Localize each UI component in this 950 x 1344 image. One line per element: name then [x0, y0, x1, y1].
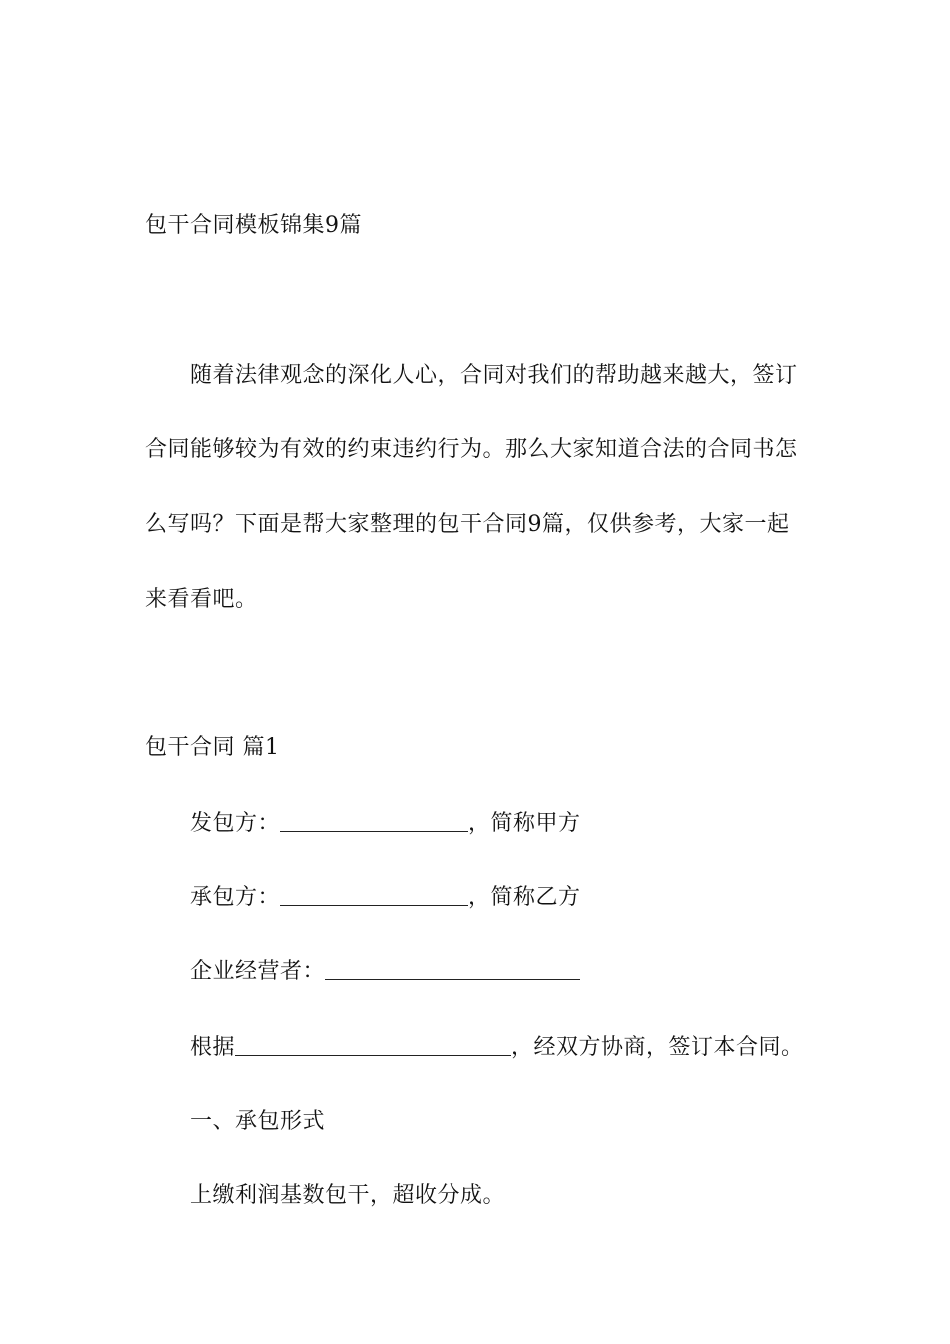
contractor-suffix: ，简称乙方 [468, 885, 581, 910]
operator-blank [325, 959, 580, 980]
clause-1-heading: 一、承包形式 [190, 1109, 326, 1134]
employer-label: 发包方： [190, 811, 281, 836]
employer-suffix: ，简称甲方 [468, 811, 581, 836]
employer-line [190, 809, 581, 839]
document-title: 包干合同模板锦集9篇 [145, 213, 362, 238]
intro-line-2: 合同能够较为有效的约束违约行为。那么大家知道合法的合同书怎 [145, 437, 798, 462]
clause-1-text: 上缴利润基数包干，超收分成。 [190, 1183, 506, 1208]
operator-line [190, 957, 580, 987]
basis-label: 根据 [190, 1035, 236, 1060]
contractor-blank [280, 885, 468, 906]
contractor-line [190, 883, 581, 913]
intro-line-4: 来看看吧。 [145, 587, 258, 612]
intro-line-3: 么写吗？下面是帮大家整理的包干合同9篇，仅供参考，大家一起 [145, 512, 790, 537]
section-heading: 包干合同 篇1 [145, 735, 280, 760]
operator-label: 企业经营者： [190, 959, 326, 984]
employer-blank [280, 811, 468, 832]
basis-suffix: ，经双方协商，签订本合同。 [511, 1035, 804, 1060]
contractor-label: 承包方： [190, 885, 281, 910]
intro-line-1: 随着法律观念的深化人心，合同对我们的帮助越来越大，签订 [190, 363, 798, 388]
basis-blank [235, 1035, 511, 1056]
basis-line [190, 1033, 804, 1063]
